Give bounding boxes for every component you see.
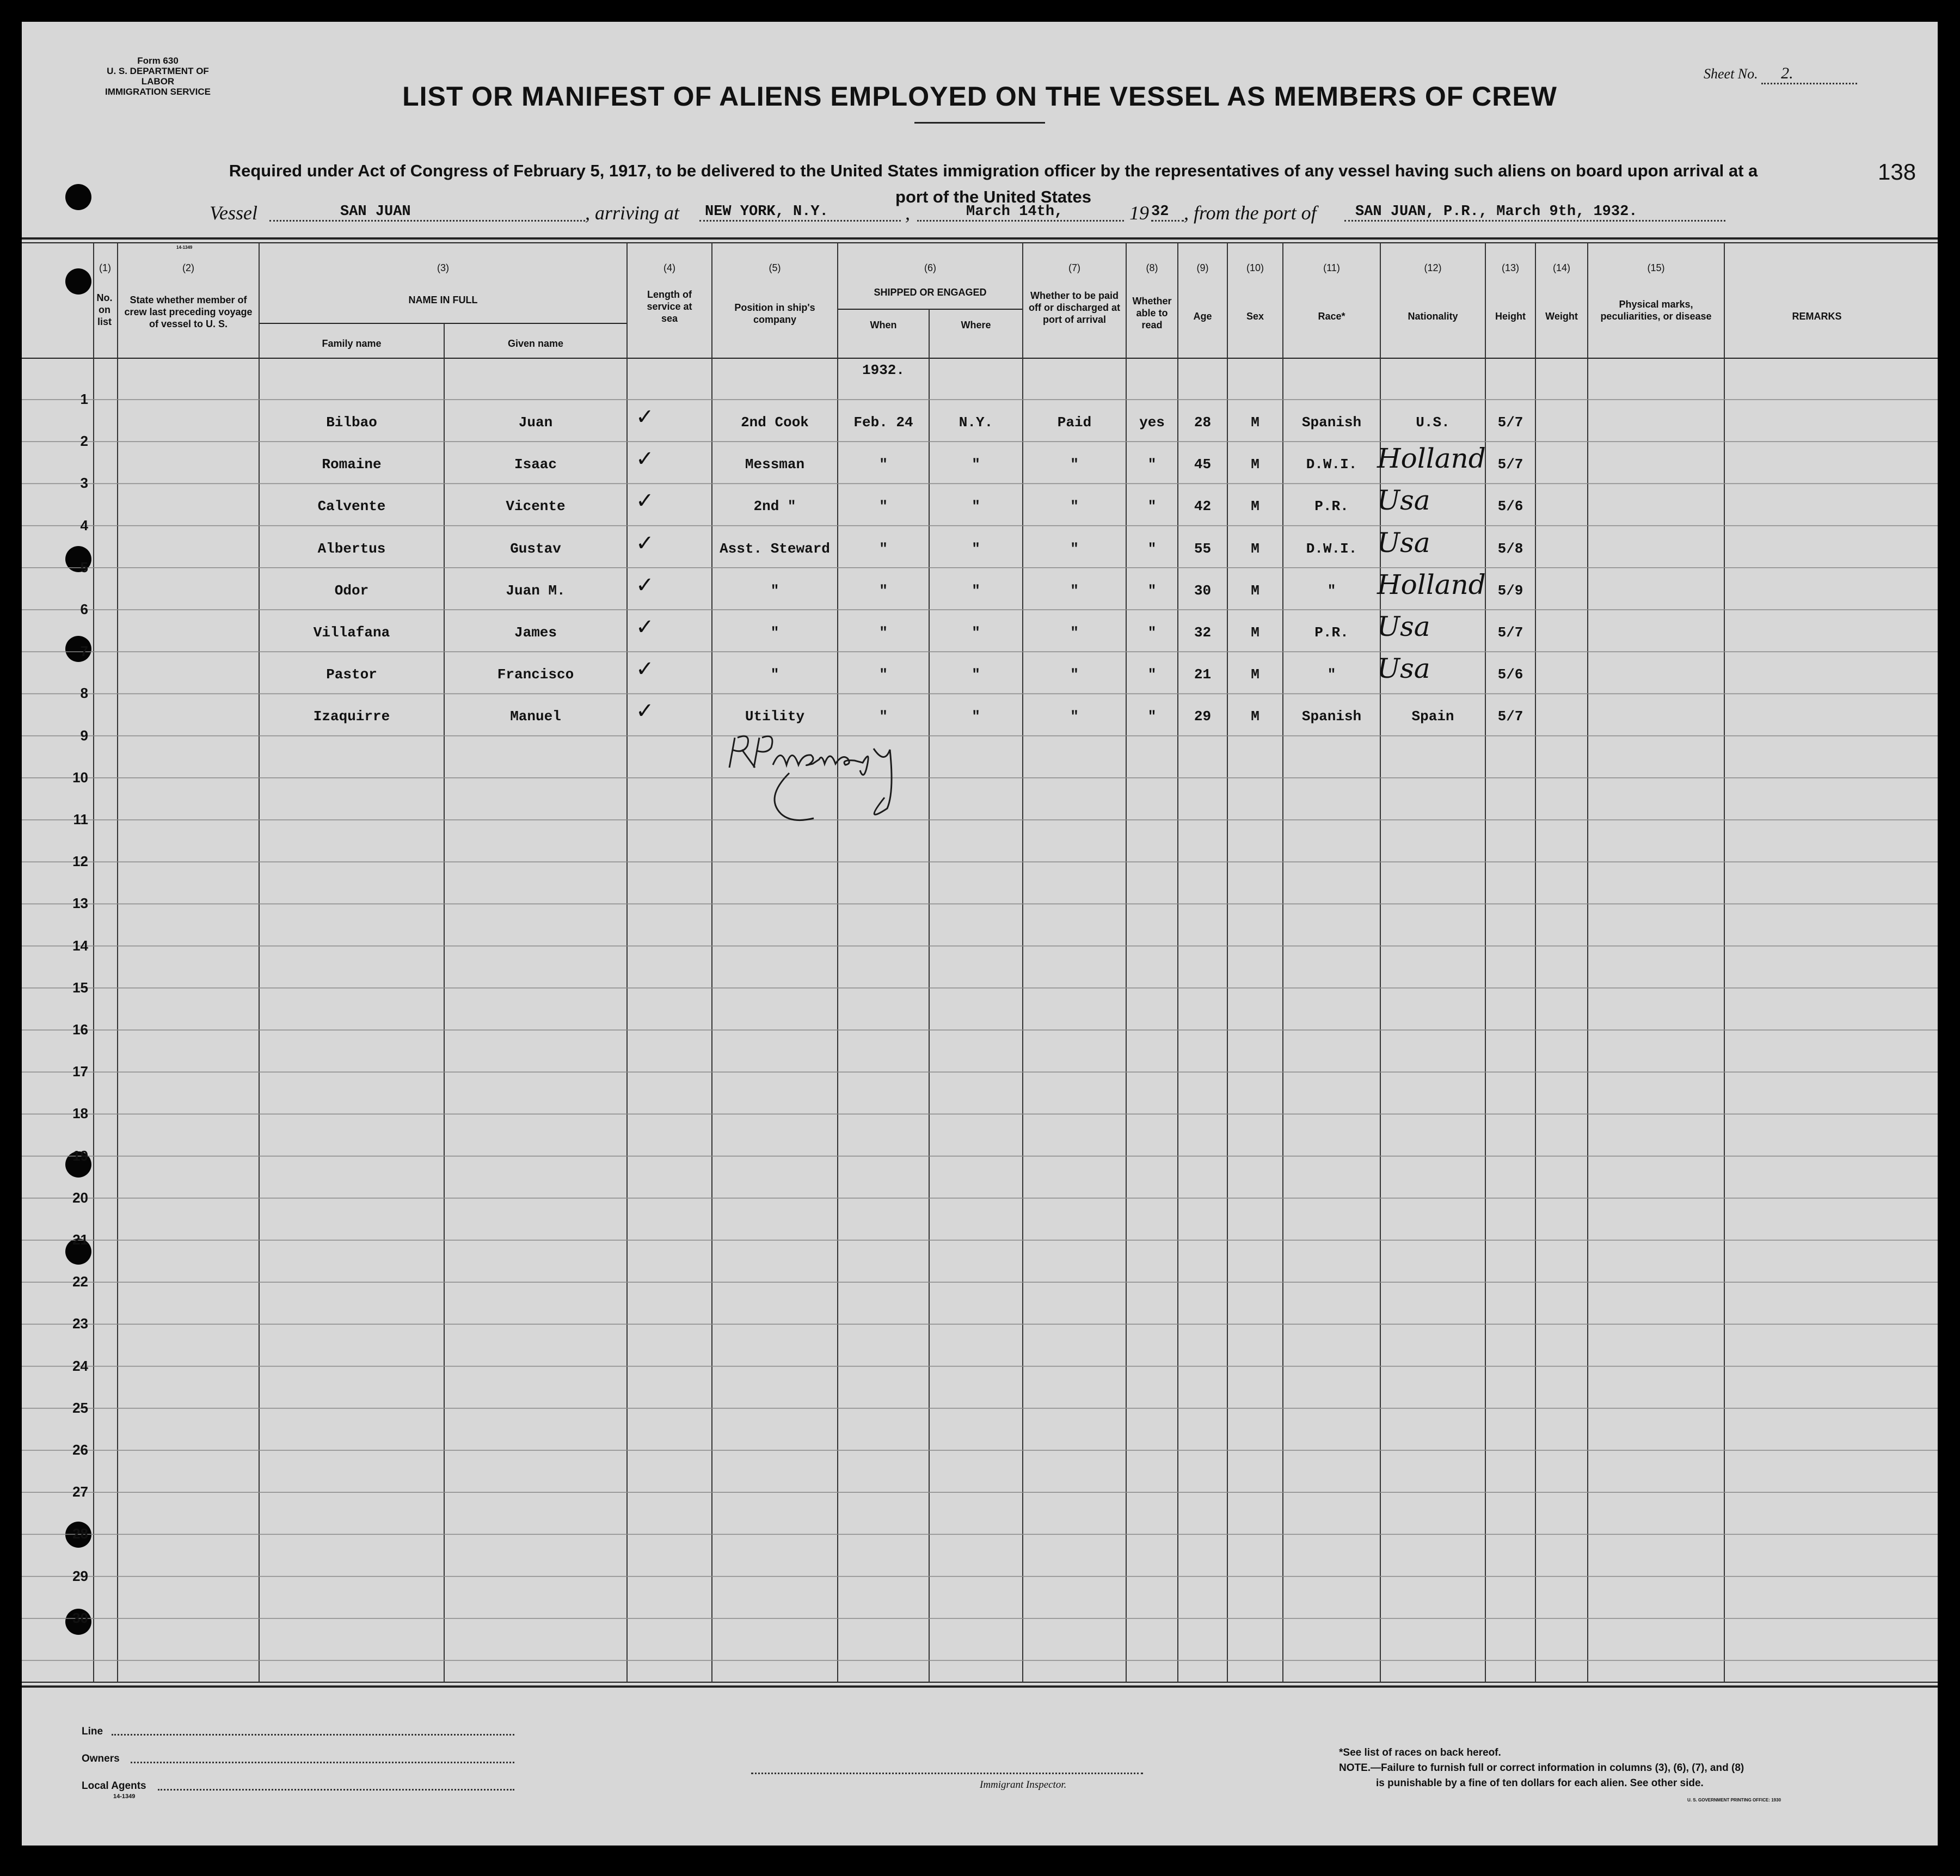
year-prefix: 19	[1129, 202, 1149, 224]
race: D.W.I.	[1306, 456, 1357, 473]
row-number: 7	[80, 643, 88, 660]
able-to-read: "	[1147, 498, 1157, 515]
height: 5/6	[1497, 666, 1523, 683]
position: Messman	[745, 456, 805, 473]
col-3-header: NAME IN FULL	[408, 295, 478, 305]
row-number: 19	[72, 1147, 88, 1164]
shipped-where: "	[972, 540, 980, 557]
col-4-header: Length of service at sea	[647, 289, 692, 324]
height: 5/7	[1497, 414, 1523, 431]
handwritten-nationality: Holland	[1377, 443, 1486, 475]
shipped-where: "	[972, 498, 980, 515]
sex: M	[1251, 624, 1259, 641]
col-1-number: (1)	[99, 262, 111, 273]
row-number: 9	[80, 727, 88, 744]
service: IMMIGRATION SERVICE	[105, 87, 211, 97]
able-to-read: yes	[1139, 414, 1165, 431]
shipped-where: "	[972, 582, 980, 599]
handwritten-nationality: Usa	[1377, 485, 1430, 517]
sheet-value: 2.	[1761, 64, 1857, 84]
position: 2nd Cook	[741, 414, 809, 431]
shipped-where: "	[972, 456, 980, 473]
arriving-label: , arriving at	[585, 202, 680, 224]
given-name: Gustav	[510, 540, 561, 557]
age: 28	[1194, 414, 1212, 431]
row-number: 23	[72, 1315, 88, 1332]
able-to-read: "	[1147, 624, 1157, 641]
shipped-when: "	[879, 624, 888, 641]
inspector-signature-line	[751, 1773, 1143, 1774]
shipped-when: "	[879, 456, 888, 473]
from-port: SAN JUAN, P.R., March 9th, 1932.	[1344, 204, 1725, 222]
position: "	[770, 666, 779, 683]
manifest-sheet	[22, 22, 1938, 1846]
col-10-number: (10)	[1246, 262, 1264, 273]
agents-label: Local Agents	[82, 1780, 146, 1792]
given-name: Manuel	[510, 708, 561, 725]
col-9-number: (9)	[1196, 262, 1209, 273]
col-2-number: (2)	[182, 262, 194, 273]
date-separator: ,	[905, 202, 910, 224]
position: Utility	[745, 708, 805, 725]
row-number: 22	[72, 1273, 88, 1290]
col-6-number: (6)	[924, 262, 936, 273]
paid-off: "	[1070, 708, 1079, 725]
family-name: Izaquirre	[313, 708, 390, 725]
paid-off: "	[1070, 540, 1079, 557]
col-12-number: (12)	[1424, 262, 1442, 273]
shipped-when: "	[879, 708, 888, 725]
row-number: 21	[72, 1231, 88, 1248]
handwritten-nationality: Usa	[1377, 526, 1430, 559]
col-12-header: Nationality	[1408, 311, 1458, 322]
col-5-header: Position in ship's company	[734, 302, 815, 325]
row-number: 24	[72, 1357, 88, 1374]
able-to-read: "	[1147, 708, 1157, 725]
position: "	[770, 624, 779, 641]
signature-image	[721, 716, 972, 825]
handwritten-nationality: Usa	[1377, 611, 1430, 642]
row-number: 30	[72, 1609, 88, 1626]
remarks-header: REMARKS	[1792, 311, 1842, 322]
shipped-when: "	[879, 498, 888, 515]
col-2-header: State whether member of crew last preceding voyage of vessel to U. S.	[124, 295, 253, 329]
shipped-when: "	[879, 666, 888, 683]
row-number: 11	[73, 811, 88, 827]
handwritten-nationality: Holland	[1377, 568, 1486, 600]
col-15-header: Physical marks, peculiarities, or disease	[1600, 299, 1712, 322]
col-14-number: (14)	[1552, 262, 1570, 273]
given-name: James	[514, 624, 557, 641]
age: 21	[1194, 666, 1212, 683]
age: 42	[1194, 498, 1212, 515]
given-name: Vicente	[506, 498, 566, 515]
year-note: 1932.	[862, 362, 905, 378]
col-13-number: (13)	[1501, 262, 1519, 273]
footnotes	[1339, 1745, 1894, 1791]
row-number: 10	[72, 769, 88, 786]
sex: M	[1251, 666, 1259, 683]
row-number: 28	[72, 1525, 88, 1542]
able-to-read: "	[1147, 666, 1157, 683]
service-check: ✓	[636, 446, 654, 472]
print-code: 14-1349	[176, 245, 193, 250]
service-check: ✓	[636, 488, 654, 514]
able-to-read: "	[1147, 540, 1157, 557]
shipped-where: "	[972, 624, 980, 641]
row-number: 2	[80, 433, 88, 450]
position: 2nd "	[753, 498, 796, 515]
shipped-where: N.Y.	[959, 414, 993, 431]
paid-off: "	[1070, 582, 1079, 599]
given-name: Isaac	[514, 456, 557, 473]
service-check: ✓	[636, 530, 654, 556]
height: 5/8	[1497, 540, 1523, 557]
able-to-read: "	[1147, 582, 1157, 599]
shipped-when: Feb. 24	[853, 414, 913, 431]
service-check: ✓	[636, 698, 654, 724]
family-name: Odor	[334, 582, 369, 599]
family-name: Romaine	[322, 456, 382, 473]
row-number: 8	[80, 685, 88, 702]
sex: M	[1251, 414, 1259, 431]
footnote-penalty-cont: is punishable by a fine of ten dollars for each alien. See other side.	[1376, 1777, 1704, 1789]
col-13-header: Height	[1495, 311, 1526, 322]
age: 30	[1194, 582, 1212, 599]
height: 5/7	[1497, 624, 1523, 641]
given-name: Juan M.	[506, 582, 566, 599]
age: 45	[1194, 456, 1212, 473]
row-number: 18	[72, 1105, 88, 1122]
shipped-when: "	[879, 582, 888, 599]
row-number: 29	[72, 1567, 88, 1584]
service-check: ✓	[636, 572, 654, 598]
able-to-read: "	[1147, 456, 1157, 473]
service-check: ✓	[636, 615, 654, 640]
family-name: Calvente	[317, 498, 386, 515]
height: 5/7	[1497, 708, 1523, 725]
shipped-where: "	[972, 708, 980, 725]
row-number: 14	[72, 937, 88, 954]
col-10-header: Sex	[1246, 311, 1264, 322]
sex: M	[1251, 540, 1259, 557]
owners-field	[131, 1762, 514, 1763]
row-number: 26	[72, 1442, 88, 1458]
page-number: 138	[1878, 159, 1916, 185]
row-number: 5	[80, 559, 88, 575]
race: "	[1327, 666, 1336, 683]
family-name: Villafana	[313, 624, 390, 641]
paid-off: "	[1070, 624, 1079, 641]
nationality: Spain	[1411, 708, 1454, 725]
vessel-name: SAN JUAN	[269, 204, 585, 222]
col-3-number: (3)	[437, 262, 449, 273]
row-number: 16	[72, 1021, 88, 1038]
given-name: Francisco	[497, 666, 574, 683]
service-check: ✓	[636, 404, 654, 430]
col-3b-header: Given name	[507, 338, 564, 349]
row-number: 17	[72, 1063, 88, 1080]
col-1-header: No. on list	[96, 292, 113, 327]
row-number: 4	[80, 517, 88, 534]
sex: M	[1251, 582, 1259, 599]
age: 32	[1194, 624, 1212, 641]
col-11-header: Race*	[1318, 311, 1345, 322]
service-check: ✓	[636, 657, 654, 682]
printer-credit: U. S. GOVERNMENT PRINTING OFFICE: 1930	[1687, 1798, 1781, 1803]
from-label: , from the port of	[1184, 202, 1317, 224]
col-14-header: Weight	[1545, 311, 1578, 322]
race: D.W.I.	[1306, 540, 1357, 557]
line-field	[112, 1734, 514, 1736]
col-4-number: (4)	[663, 262, 675, 273]
row-number: 15	[72, 979, 88, 996]
line-label: Line	[82, 1726, 103, 1737]
shipped-when: "	[879, 540, 888, 557]
position: Asst. Steward	[720, 540, 830, 557]
footnote-penalty: NOTE.—Failure to furnish full or correct information in columns (3), (6), (7), and (8)	[1339, 1762, 1744, 1774]
family-name: Bilbao	[326, 414, 377, 431]
col-7-header: Whether to be paid off or discharged at port of arrival	[1028, 290, 1121, 325]
age: 29	[1194, 708, 1212, 725]
arriving-port: NEW YORK, N.Y.	[699, 204, 901, 222]
shipped-where: "	[972, 666, 980, 683]
sex: M	[1251, 708, 1259, 725]
given-name: Juan	[518, 414, 553, 431]
family-name: Pastor	[326, 666, 377, 683]
col-6a-header: When	[870, 320, 897, 330]
col-5-number: (5)	[769, 262, 781, 273]
race: P.R.	[1314, 498, 1349, 515]
row-number: 12	[72, 853, 88, 870]
col-6-header: SHIPPED OR ENGAGED	[874, 287, 987, 298]
col-8-header: Whether able to read	[1132, 296, 1172, 330]
paid-off: "	[1070, 666, 1079, 683]
position: "	[770, 582, 779, 599]
row-number: 6	[80, 601, 88, 617]
row-number: 27	[72, 1483, 88, 1500]
sheet-label: Sheet No.	[1704, 66, 1758, 82]
handwritten-nationality: Usa	[1377, 653, 1430, 685]
subtitle-line-2: port of the United States	[895, 187, 1091, 206]
footnote-races: *See list of races on back hereof.	[1339, 1747, 1501, 1758]
year-suffix: 32	[1151, 204, 1184, 222]
col-8-number: (8)	[1146, 262, 1158, 273]
race: Spanish	[1301, 414, 1362, 431]
family-name: Albertus	[317, 540, 386, 557]
row-number: 25	[72, 1399, 88, 1416]
col-3a-header: Family name	[322, 338, 382, 349]
owners-label: Owners	[82, 1753, 120, 1764]
row-number: 3	[80, 475, 88, 492]
form-number: Form 630	[137, 56, 179, 66]
height: 5/7	[1497, 456, 1523, 473]
sex: M	[1251, 456, 1259, 473]
agents-code: 14-1349	[113, 1793, 136, 1800]
race: Spanish	[1301, 708, 1362, 725]
vessel-label: Vessel	[210, 202, 257, 224]
col-9-header: Age	[1193, 311, 1212, 322]
inspector-label: Immigrant Inspector.	[980, 1779, 1067, 1791]
age: 55	[1194, 540, 1212, 557]
col-6b-header: Where	[961, 320, 991, 330]
sex: M	[1251, 498, 1259, 515]
row-number: 20	[72, 1189, 88, 1206]
subtitle-line-1: Required under Act of Congress of February 5, 1917, to be delivered to the United States immigration officer by the representatives of any vessel having such aliens on board upon arrival at a	[229, 161, 1758, 180]
manifest-title: LIST OR MANIFEST OF ALIENS EMPLOYED ON THE VESSEL AS MEMBERS OF CREW	[402, 81, 1557, 112]
paid-off: Paid	[1057, 414, 1092, 431]
agents-field	[158, 1789, 514, 1791]
race: P.R.	[1314, 624, 1349, 641]
height: 5/6	[1497, 498, 1523, 515]
department: U. S. DEPARTMENT OF LABOR	[107, 66, 209, 87]
race: "	[1327, 582, 1336, 599]
col-7-number: (7)	[1068, 262, 1080, 273]
col-15-number: (15)	[1647, 262, 1665, 273]
col-11-number: (11)	[1323, 262, 1340, 273]
height: 5/9	[1497, 582, 1523, 599]
paid-off: "	[1070, 498, 1079, 515]
row-number: 1	[80, 391, 88, 407]
row-number: 13	[72, 895, 88, 912]
paid-off: "	[1070, 456, 1079, 473]
nationality: U.S.	[1416, 414, 1450, 431]
arrival-date: March 14th,	[917, 204, 1124, 222]
